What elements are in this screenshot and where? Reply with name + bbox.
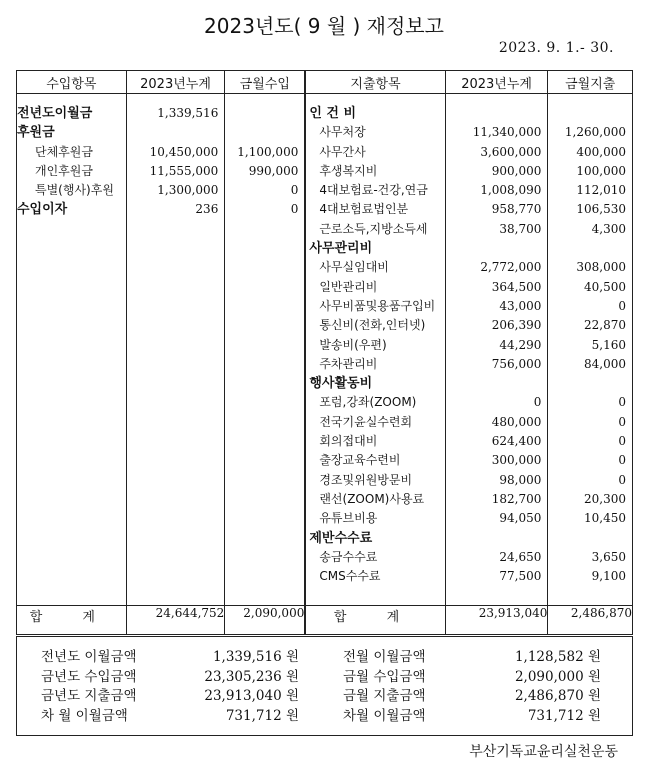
summary-value: 731,712 원 [225, 707, 299, 724]
expense-section-label: 사무관리비 [309, 241, 373, 257]
expense-item-label: 송금수수료 [319, 549, 378, 564]
income-cum-column [126, 94, 225, 600]
expense-month-value: 0 [618, 453, 626, 468]
expense-cum-column [445, 94, 548, 600]
expense-item-label: 통신비(전화,인터넷) [319, 318, 426, 333]
expense-month-column [548, 94, 633, 600]
expense-month-value: 100,000 [576, 163, 626, 178]
expense-month-value: 0 [618, 434, 626, 449]
expense-cum-value: 900,000 [491, 163, 542, 178]
expense-month-value: 1,260,000 [564, 125, 626, 140]
header-income-item: 수입항목 [17, 71, 127, 94]
summary-label: 차 월 이월금액 [41, 707, 128, 724]
header-expense-cum: 2023년누계 [445, 71, 548, 94]
expense-month-value: 4,300 [591, 221, 626, 236]
income-month-value [225, 104, 304, 123]
header-expense-month: 금월지출 [548, 71, 633, 94]
expense-item-label: 출장교육수련비 [319, 453, 401, 468]
expense-month-value: 20,300 [584, 491, 626, 506]
summary-label: 전년도 이월금액 [41, 649, 137, 665]
summary-value: 1,128,582 원 [514, 649, 601, 665]
expense-month-value: 106,530 [576, 202, 626, 217]
income-section-label: 수입이자 [17, 202, 68, 218]
expense-section-label: 행사활동비 [309, 376, 373, 392]
income-month-value: 0 [290, 183, 299, 198]
expense-cum-value: 756,000 [491, 356, 542, 371]
expense-cum-value [446, 239, 548, 258]
summary-label: 금월 수입금액 [343, 668, 426, 685]
expense-cum-value: 182,700 [491, 491, 542, 506]
header-income-month: 금월수입 [225, 71, 306, 94]
expense-cum-value: 94,050 [499, 511, 542, 526]
summary-label: 금년도 지출금액 [41, 688, 137, 704]
summary-row [343, 686, 601, 706]
expense-month-value [548, 374, 632, 393]
income-month-value: 0 [290, 202, 299, 217]
expense-month-value: 0 [618, 298, 626, 313]
expense-cum-value: 98,000 [499, 472, 542, 487]
income-item-label: 개인후원금 [35, 163, 93, 178]
summary-value: 2,486,870 원 [514, 688, 601, 704]
expense-month-value: 3,650 [591, 549, 626, 564]
expense-cum-value: 44,290 [499, 337, 542, 352]
expense-item-label: 사무실임대비 [319, 260, 389, 275]
expense-cum-value [446, 374, 548, 393]
expense-cum-value: 0 [533, 395, 542, 410]
expense-cum-value: 3,600,000 [480, 144, 542, 159]
expense-month-value: 112,010 [576, 183, 626, 198]
expense-item-label: 주차관리비 [319, 356, 378, 371]
summary-value: 2,090,000 원 [514, 668, 601, 685]
income-month-value: 990,000 [248, 163, 299, 178]
expense-month-value: 84,000 [584, 356, 626, 371]
expense-section-label: 인 건 비 [309, 106, 357, 121]
income-item-label: 특별(행사)후원 [35, 183, 114, 198]
income-month-value [225, 123, 304, 142]
expense-month-value: 0 [618, 414, 626, 429]
report-period: 2023. 9. 1.- 30. [498, 40, 614, 56]
income-month-value: 1,100,000 [237, 144, 299, 159]
summary-row [343, 647, 601, 667]
expense-cum-value: 43,000 [499, 298, 542, 313]
summary-value: 731,712 원 [527, 707, 601, 724]
expense-month-value: 0 [618, 395, 626, 410]
expense-month-value: 5,160 [591, 337, 626, 352]
expense-cum-value: 958,770 [491, 202, 542, 217]
income-cum-value [127, 123, 225, 142]
organization-name: 부산기독교윤리실천운동 [469, 744, 618, 760]
income-cum-value: 1,339,516 [157, 106, 219, 120]
expense-month-value: 22,870 [584, 318, 626, 333]
income-cum-value: 10,450,000 [149, 144, 219, 159]
expense-item-label: 4대보험료법인분 [319, 202, 409, 217]
expense-month-value [548, 239, 632, 258]
expense-cum-value: 38,700 [499, 221, 542, 236]
total-row [17, 606, 633, 635]
summary-row [41, 686, 299, 706]
income-item-label: 단체후원금 [35, 144, 93, 159]
balance-summary [16, 636, 633, 736]
expense-item-label: 사무비품및용품구입비 [319, 298, 436, 313]
expense-item-label: CMS수수료 [319, 569, 381, 584]
expense-cum-value: 77,500 [499, 569, 542, 584]
expense-item-label: 경조및위원방문비 [319, 472, 413, 487]
income-total-cum: 24,644,752 [126, 606, 225, 635]
income-cum-value: 236 [195, 202, 219, 217]
income-section-label: 후원금 [17, 125, 55, 141]
body-row [17, 94, 633, 600]
expense-item-label: 후생복지비 [319, 163, 378, 178]
expense-cum-value: 624,400 [491, 434, 542, 449]
summary-value: 1,339,516 원 [212, 649, 299, 665]
summary-label: 전월 이월금액 [343, 649, 426, 665]
expense-total-month: 2,486,870 [548, 606, 633, 635]
expense-item-label: 사무처장 [319, 125, 366, 140]
finance-table [16, 70, 633, 635]
expense-item-label: 일반관리비 [319, 279, 378, 294]
summary-value: 23,913,040 원 [204, 688, 299, 704]
expense-cum-value [446, 104, 548, 123]
expense-month-value [548, 104, 632, 123]
expense-item-label: 포럼,강좌(ZOOM) [319, 395, 417, 410]
header-row [17, 71, 633, 94]
summary-row [343, 706, 601, 726]
expense-month-value: 40,500 [584, 279, 626, 294]
summary-row [41, 647, 299, 667]
expense-cum-value [446, 529, 548, 548]
expense-item-label: 전국기윤실수련회 [319, 414, 413, 429]
summary-label: 차월 이월금액 [343, 707, 426, 724]
income-labels-column [17, 94, 127, 600]
summary-row [41, 706, 299, 726]
expense-cum-value: 480,000 [491, 414, 542, 429]
summary-row [41, 667, 299, 687]
income-cum-value: 11,555,000 [149, 163, 219, 178]
income-section-label: 전년도이월금 [17, 106, 93, 121]
expense-month-value [548, 529, 632, 548]
expense-item-label: 4대보험료-건강,연금 [319, 183, 428, 198]
summary-value: 23,305,236 원 [204, 668, 299, 685]
header-income-cum: 2023년누계 [126, 71, 225, 94]
expense-item-label: 사무간사 [319, 144, 366, 159]
summary-label: 금월 지출금액 [343, 688, 426, 704]
income-cum-value: 1,300,000 [157, 183, 219, 198]
header-expense-item: 지출항목 [305, 71, 445, 94]
report-title: 2023년도( 9 월 ) 재정보고 [204, 14, 444, 38]
expense-labels-column [305, 94, 445, 600]
expense-item-label: 랜선(ZOOM)사용료 [319, 491, 425, 506]
expense-item-label: 발송비(우편) [319, 337, 387, 352]
expense-cum-value: 24,650 [499, 549, 542, 564]
expense-item-label: 회의접대비 [319, 434, 378, 449]
expense-total-label: 합 계 [305, 606, 445, 635]
expense-section-label: 제반수수료 [309, 530, 373, 546]
summary-label: 금년도 수입금액 [41, 668, 137, 685]
expense-month-value: 0 [618, 472, 626, 487]
expense-cum-value: 300,000 [491, 453, 542, 468]
expense-total-cum: 23,913,040 [445, 606, 548, 635]
income-total-month: 2,090,000 [225, 606, 306, 635]
summary-row [343, 667, 601, 687]
expense-cum-value: 2,772,000 [480, 260, 542, 275]
expense-month-value: 9,100 [591, 569, 626, 584]
expense-item-label: 유튜브비용 [319, 511, 378, 526]
income-month-column [225, 94, 306, 600]
expense-month-value: 308,000 [576, 260, 626, 275]
expense-cum-value: 364,500 [491, 279, 542, 294]
income-total-label: 합 계 [17, 606, 127, 635]
expense-month-value: 10,450 [584, 511, 626, 526]
expense-cum-value: 11,340,000 [472, 125, 542, 140]
expense-cum-value: 206,390 [491, 318, 542, 333]
expense-month-value: 400,000 [576, 144, 626, 159]
expense-item-label: 근로소득,지방소득세 [319, 221, 428, 236]
expense-cum-value: 1,008,090 [480, 183, 542, 198]
